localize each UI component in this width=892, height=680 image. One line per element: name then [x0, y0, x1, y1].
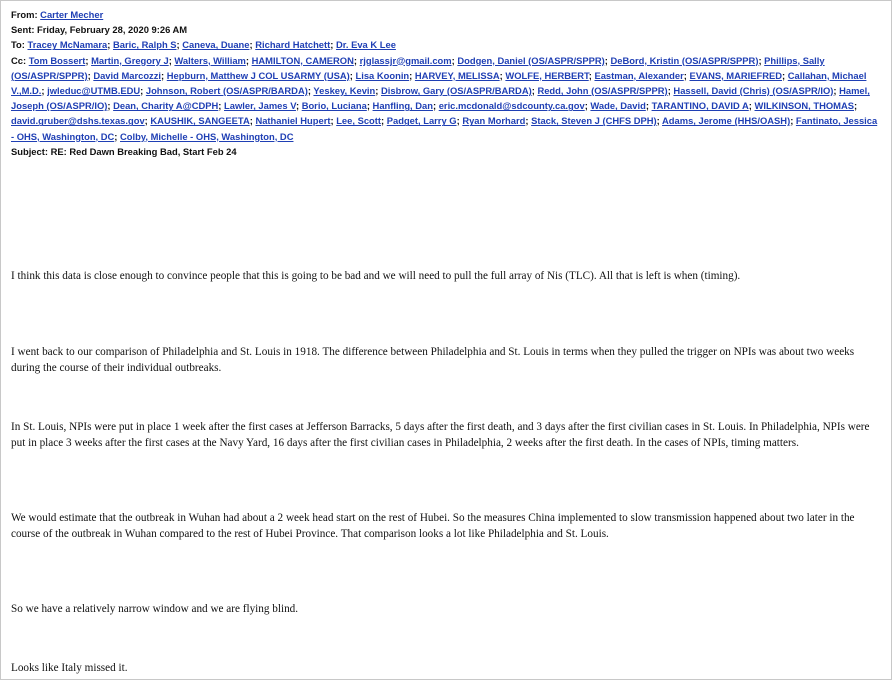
cc-recipient-link[interactable]: Adams, Jerome (HHS/OASH): [662, 115, 791, 127]
to-recipient-list: [28, 39, 396, 50]
recipient-separator: ;: [168, 54, 175, 66]
cc-recipient-link[interactable]: TARANTINO, DAVID A: [651, 100, 749, 112]
recipient-separator: ;: [645, 100, 652, 112]
cc-recipient-link[interactable]: Phillips, Sally (OS/ASPR/SPPR): [11, 54, 825, 81]
recipient-separator: ;: [604, 54, 611, 66]
recipient-separator: ;: [330, 115, 337, 127]
recipient-separator: ;: [41, 85, 48, 97]
recipient-separator: ;: [790, 115, 796, 127]
recipient-separator: ;: [114, 130, 121, 142]
cc-recipient-link[interactable]: Hanfling, Dan: [372, 100, 433, 112]
cc-recipient-link[interactable]: KAUSHIK, SANGEETA: [150, 115, 250, 127]
subject-row: [11, 144, 881, 159]
cc-recipient-link[interactable]: Yeskey, Kevin: [313, 85, 376, 97]
recipient-separator: ;: [584, 100, 591, 112]
cc-recipient-link[interactable]: Dodgen, Daniel (OS/ASPR/SPPR): [457, 54, 605, 66]
cc-recipient-link[interactable]: Lisa Koonin: [355, 69, 410, 81]
recipient-separator: ;: [499, 69, 506, 81]
body-paragraph-3: In St. Louis, NPIs were put in place 1 week after the first cases at Jefferson Barracks, 5 days after the first death, and 3 days after the first civilian cases in St. Louis. In Philadelphia, NPIs were put in place 3 weeks after the first cases at the Navy Yard, 16 days after the first civilian cases in Philadelphia, 2 weeks after the first death. In the cases of NPIs, timing matters.: [11, 421, 870, 449]
recipient-separator: ;: [107, 100, 114, 112]
recipient-separator: ;: [531, 85, 538, 97]
cc-recipient-link[interactable]: Hepburn, Matthew J COL USARMY (USA): [166, 69, 350, 81]
cc-recipient-link[interactable]: Hassell, David (Chris) (OS/ASPR/IO): [673, 85, 834, 97]
recipient-separator: ;: [307, 85, 314, 97]
cc-recipient-link[interactable]: DeBord, Kristin (OS/ASPR/SPPR): [610, 54, 759, 66]
cc-recipient-link[interactable]: Redd, John (OS/ASPR/SPPR): [537, 85, 668, 97]
recipient-separator: ;: [588, 69, 595, 81]
body-paragraph-4: We would estimate that the outbreak in Wuhan had about a 2 week head start on the rest of Hubei. So the measures China implemented to slow transmission happened about two later in the course of the outbreak in Wuhan compared to the rest of Hubei Province. That comparison looks a lot like Philadelphia and St. Louis.: [11, 512, 855, 540]
cc-recipient-link[interactable]: David Marcozzi: [93, 69, 162, 81]
recipient-separator: ;: [176, 39, 183, 51]
cc-recipient-link[interactable]: Eastman, Alexander: [594, 69, 684, 81]
cc-recipient-link[interactable]: HARVEY, MELISSA: [414, 69, 500, 81]
subject-label: Subject:: [11, 145, 48, 157]
recipient-separator: ;: [249, 39, 256, 51]
cc-recipient-link[interactable]: Stack, Steven J (CHFS DPH): [531, 115, 657, 127]
to-recipient-link[interactable]: Dr. Eva K Lee: [335, 39, 396, 51]
cc-recipient-link[interactable]: Tom Bossert: [28, 54, 86, 66]
body-paragraph-2: I went back to our comparison of Philadelphia and St. Louis in 1918. The difference between Philadelphia and St. Louis in terms when they pulled the trigger on NPIs was about two weeks during the course of their individual outbreaks.: [11, 346, 855, 374]
recipient-separator: ;: [525, 115, 532, 127]
sent-row: [11, 22, 881, 37]
recipient-separator: ;: [245, 54, 252, 66]
cc-recipient-link[interactable]: jwleduc@UTMB.EDU: [47, 85, 141, 97]
recipient-separator: ;: [249, 115, 256, 127]
cc-recipient-link[interactable]: Hamel, Joseph (OS/ASPR/IO): [11, 85, 870, 112]
cc-recipient-list: [11, 55, 877, 142]
cc-recipient-link[interactable]: Ryan Morhard: [462, 115, 526, 127]
recipient-separator: ;: [748, 100, 755, 112]
to-recipient-link[interactable]: Tracey McNamara: [27, 39, 108, 51]
cc-recipient-link[interactable]: Colby, Michelle - OHS, Washington, DC: [120, 130, 294, 142]
recipient-separator: ;: [451, 54, 458, 66]
cc-recipient-link[interactable]: Johnson, Robert (OS/ASPR/BARDA): [145, 85, 308, 97]
recipient-separator: ;: [456, 115, 463, 127]
cc-label: Cc:: [11, 54, 27, 66]
recipient-separator: ;: [353, 54, 360, 66]
recipient-separator: ;: [87, 69, 94, 81]
recipient-separator: ;: [381, 115, 387, 127]
recipient-separator: ;: [782, 69, 788, 81]
from-row: [11, 7, 881, 22]
body-paragraph-6: Looks like Italy missed it.: [11, 662, 128, 674]
to-recipient-link[interactable]: Caneva, Duane: [182, 39, 250, 51]
cc-recipient-link[interactable]: WOLFE, HERBERT: [505, 69, 589, 81]
cc-recipient-link[interactable]: Walters, William: [174, 54, 246, 66]
cc-row: [11, 53, 881, 144]
cc-recipient-link[interactable]: EVANS, MARIEFRED: [689, 69, 783, 81]
recipient-separator: ;: [409, 69, 415, 81]
recipient-separator: ;: [667, 85, 674, 97]
recipient-separator: ;: [295, 100, 302, 112]
recipient-separator: ;: [349, 69, 356, 81]
cc-recipient-link[interactable]: david.gruber@dshs.texas.gov: [11, 115, 145, 127]
recipient-separator: ;: [366, 100, 373, 112]
cc-recipient-link[interactable]: Wade, David: [590, 100, 646, 112]
cc-recipient-link[interactable]: Nathaniel Hupert: [255, 115, 331, 127]
recipient-separator: ;: [656, 115, 663, 127]
recipient-separator: ;: [85, 54, 92, 66]
cc-recipient-link[interactable]: Lawler, James V: [224, 100, 296, 112]
cc-recipient-link[interactable]: HAMILTON, CAMERON: [251, 54, 354, 66]
sent-value: Friday, February 28, 2020 9:26 AM: [37, 24, 188, 36]
recipient-separator: ;: [833, 85, 840, 97]
recipient-separator: ;: [854, 100, 858, 112]
from-sender-link[interactable]: Carter Mecher: [40, 9, 104, 20]
to-label: To:: [11, 39, 25, 51]
recipient-separator: ;: [758, 54, 765, 66]
cc-recipient-link[interactable]: rjglassjr@gmail.com: [359, 54, 452, 66]
cc-recipient-link[interactable]: Martin, Gregory J: [91, 54, 169, 66]
recipient-separator: ;: [144, 115, 151, 127]
recipient-separator: ;: [375, 85, 381, 97]
cc-recipient-link[interactable]: Fantinato, Jessica - OHS, Washington, DC: [11, 115, 878, 142]
cc-recipient-link[interactable]: Padget, Larry G: [386, 115, 457, 127]
cc-recipient-link[interactable]: Lee, Scott: [336, 115, 382, 127]
cc-recipient-link[interactable]: WILKINSON, THOMAS: [754, 100, 854, 112]
recipient-separator: ;: [330, 39, 336, 51]
recipient-separator: ;: [683, 69, 690, 81]
cc-recipient-link[interactable]: Callahan, Michael V.,M.D.: [11, 69, 867, 97]
recipient-separator: ;: [107, 39, 113, 51]
to-recipient-link[interactable]: Baric, Ralph S: [112, 39, 177, 51]
to-recipient-link[interactable]: Richard Hatchett: [255, 39, 331, 51]
body-paragraph-5: So we have a relatively narrow window and we are flying blind.: [11, 603, 299, 615]
recipient-separator: ;: [218, 100, 225, 112]
email-header: [11, 7, 881, 159]
body-paragraph-1: I think this data is close enough to convince people that this is going to be bad and we will need to pull the full array of Nis (TLC). All that is left is when (timing).: [11, 270, 741, 282]
from-label: From:: [11, 9, 38, 20]
recipient-separator: ;: [432, 100, 439, 112]
cc-recipient-link[interactable]: Dean, Charity A@CDPH: [113, 100, 219, 112]
recipient-separator: ;: [140, 85, 146, 97]
subject-value: RE: Red Dawn Breaking Bad, Start Feb 24: [50, 145, 237, 157]
recipient-separator: ;: [161, 69, 167, 81]
cc-recipient-link[interactable]: Borio, Luciana: [301, 100, 367, 112]
cc-recipient-link[interactable]: eric.mcdonald@sdcounty.ca.gov: [438, 100, 585, 112]
to-row: [11, 37, 881, 52]
sent-label: Sent:: [11, 24, 35, 36]
cc-recipient-link[interactable]: Disbrow, Gary (OS/ASPR/BARDA): [381, 85, 532, 97]
